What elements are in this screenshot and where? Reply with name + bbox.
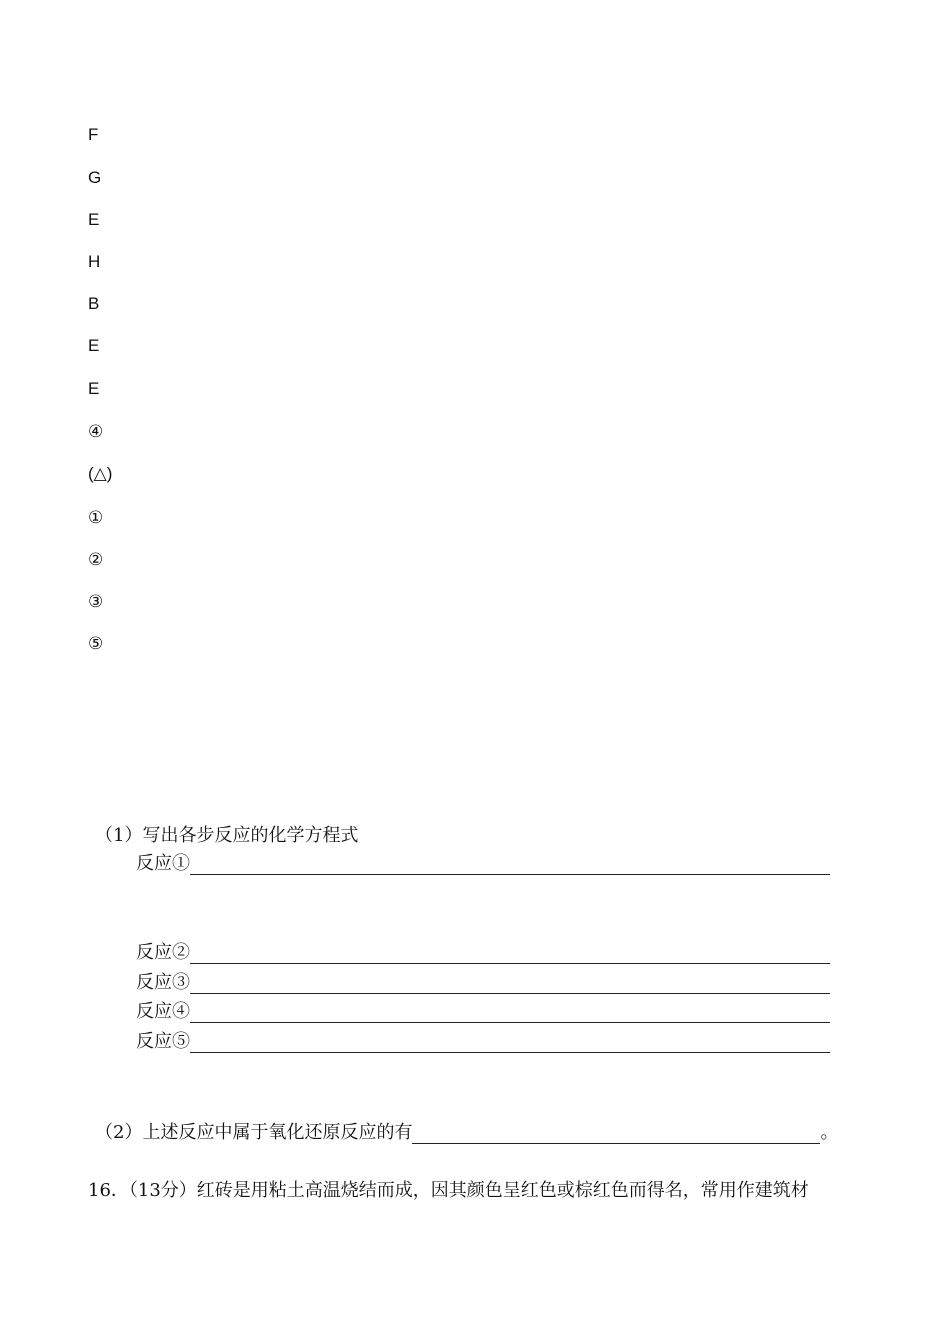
question-16-text: 16．（13分）红砖是用粘土高温烧结而成，因其颜色呈红色或棕红色而得名，常用作建筑材 (88, 1180, 809, 1201)
reaction-2-label: 反应② (136, 942, 190, 963)
reaction-2-answer-line[interactable] (190, 943, 830, 964)
reaction-3-row (136, 972, 830, 994)
reaction-5-label: 反应⑤ (136, 1031, 190, 1052)
question-2-answer-line[interactable] (412, 1123, 820, 1144)
label-heat-symbol: (△) (88, 464, 113, 483)
reaction-4-row (136, 1001, 830, 1023)
label-f: F (88, 125, 99, 144)
label-circled-1: ① (88, 508, 104, 527)
question-2-row (95, 1122, 838, 1144)
label-e: E (88, 210, 100, 229)
label-circled-2: ② (88, 550, 104, 569)
label-circled-5: ⑤ (88, 634, 104, 653)
reaction-1-answer-line[interactable] (190, 854, 830, 875)
label-circled-4: ④ (88, 422, 104, 441)
reaction-3-answer-line[interactable] (190, 973, 830, 994)
label-e: E (88, 336, 100, 355)
question-1-prompt: （1）写出各步反应的化学方程式 (95, 825, 359, 846)
reaction-5-answer-line[interactable] (190, 1032, 830, 1053)
question-2-period: 。 (820, 1122, 839, 1143)
label-h: H (88, 252, 101, 271)
label-e: E (88, 379, 100, 398)
reaction-5-row (136, 1031, 830, 1053)
reaction-1-label: 反应① (136, 853, 190, 874)
label-g: G (88, 168, 102, 187)
reaction-2-row (136, 942, 830, 964)
label-b: B (88, 294, 100, 313)
reaction-4-label: 反应④ (136, 1001, 190, 1022)
question-2-prompt: （2）上述反应中属于氧化还原反应的有 (95, 1122, 413, 1143)
reaction-1-row (136, 853, 830, 875)
reaction-4-answer-line[interactable] (190, 1002, 830, 1023)
reaction-3-label: 反应③ (136, 972, 190, 993)
label-circled-3: ③ (88, 592, 104, 611)
